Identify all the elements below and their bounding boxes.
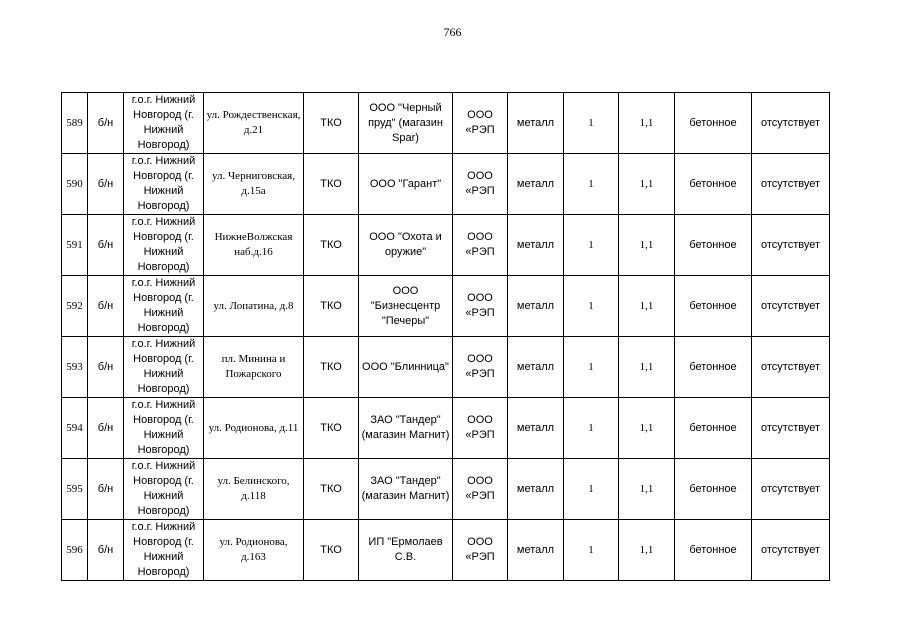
row-number-cell: 592 [62, 276, 88, 337]
fence-cell: отсутствует [752, 154, 830, 215]
registry-table-body [62, 93, 830, 581]
row-number-cell: 589 [62, 93, 88, 154]
row-number-cell: 591 [62, 215, 88, 276]
container-material-cell: металл [508, 93, 564, 154]
address-cell: ул. Родионова, д.11 [204, 398, 304, 459]
registry-number-cell: б/н [88, 276, 124, 337]
locality-cell: г.о.г. Нижний Новгород (г. Нижний Новгород) [124, 459, 204, 520]
waste-type-cell: ТКО [304, 215, 359, 276]
fence-cell: отсутствует [752, 276, 830, 337]
table-row [62, 520, 830, 581]
fence-cell: отсутствует [752, 398, 830, 459]
waste-source-cell: ООО "Блинница" [359, 337, 453, 398]
waste-type-cell: ТКО [304, 337, 359, 398]
row-number-cell: 594 [62, 398, 88, 459]
waste-type-cell: ТКО [304, 276, 359, 337]
table-row [62, 93, 830, 154]
container-count-cell: 1 [564, 337, 619, 398]
container-volume-cell: 1,1 [619, 520, 675, 581]
container-volume-cell: 1,1 [619, 398, 675, 459]
locality-cell: г.о.г. Нижний Новгород (г. Нижний Новгород) [124, 337, 204, 398]
table-row [62, 337, 830, 398]
waste-source-cell: ООО "Гарант" [359, 154, 453, 215]
locality-cell: г.о.г. Нижний Новгород (г. Нижний Новгород) [124, 93, 204, 154]
operator-cell: ООО «РЭП [453, 154, 508, 215]
registry-number-cell: б/н [88, 398, 124, 459]
surface-type-cell: бетонное [675, 398, 752, 459]
container-material-cell: металл [508, 154, 564, 215]
container-volume-cell: 1,1 [619, 93, 675, 154]
waste-source-cell: ООО "Охота и оружие" [359, 215, 453, 276]
operator-cell: ООО «РЭП [453, 398, 508, 459]
address-cell: НижнеВолжская наб.д.16 [204, 215, 304, 276]
fence-cell: отсутствует [752, 215, 830, 276]
container-volume-cell: 1,1 [619, 154, 675, 215]
container-count-cell: 1 [564, 93, 619, 154]
row-number-cell: 595 [62, 459, 88, 520]
surface-type-cell: бетонное [675, 337, 752, 398]
container-volume-cell: 1,1 [619, 459, 675, 520]
address-cell: пл. Минина и Пожарского [204, 337, 304, 398]
surface-type-cell: бетонное [675, 215, 752, 276]
operator-cell: ООО «РЭП [453, 93, 508, 154]
waste-source-cell: ИП "Ермолаев С.В. [359, 520, 453, 581]
container-count-cell: 1 [564, 154, 619, 215]
locality-cell: г.о.г. Нижний Новгород (г. Нижний Новгород) [124, 398, 204, 459]
table-row [62, 398, 830, 459]
fence-cell: отсутствует [752, 93, 830, 154]
waste-source-cell: ООО "Черный пруд" (магазин Spar) [359, 93, 453, 154]
operator-cell: ООО «РЭП [453, 215, 508, 276]
container-material-cell: металл [508, 337, 564, 398]
surface-type-cell: бетонное [675, 154, 752, 215]
container-material-cell: металл [508, 520, 564, 581]
locality-cell: г.о.г. Нижний Новгород (г. Нижний Новгород) [124, 215, 204, 276]
page-number: 766 [443, 25, 462, 39]
surface-type-cell: бетонное [675, 276, 752, 337]
waste-type-cell: ТКО [304, 459, 359, 520]
container-volume-cell: 1,1 [619, 215, 675, 276]
waste-source-cell: ЗАО "Тандер" (магазин Магнит) [359, 459, 453, 520]
waste-type-cell: ТКО [304, 93, 359, 154]
operator-cell: ООО «РЭП [453, 337, 508, 398]
container-volume-cell: 1,1 [619, 337, 675, 398]
operator-cell: ООО «РЭП [453, 276, 508, 337]
row-number-cell: 596 [62, 520, 88, 581]
container-material-cell: металл [508, 398, 564, 459]
address-cell: ул. Рождественская, д.21 [204, 93, 304, 154]
registry-number-cell: б/н [88, 215, 124, 276]
registry-number-cell: б/н [88, 93, 124, 154]
row-number-cell: 593 [62, 337, 88, 398]
table-row [62, 215, 830, 276]
waste-source-cell: ЗАО "Тандер" (магазин Магнит) [359, 398, 453, 459]
operator-cell: ООО «РЭП [453, 520, 508, 581]
waste-type-cell: ТКО [304, 398, 359, 459]
fence-cell: отсутствует [752, 459, 830, 520]
fence-cell: отсутствует [752, 520, 830, 581]
table-row [62, 459, 830, 520]
waste-source-cell: ООО "Бизнесцентр "Печеры" [359, 276, 453, 337]
container-count-cell: 1 [564, 520, 619, 581]
locality-cell: г.о.г. Нижний Новгород (г. Нижний Новгород) [124, 276, 204, 337]
table-row [62, 154, 830, 215]
container-material-cell: металл [508, 459, 564, 520]
waste-type-cell: ТКО [304, 520, 359, 581]
registry-number-cell: б/н [88, 459, 124, 520]
registry-table [61, 92, 830, 581]
container-volume-cell: 1,1 [619, 276, 675, 337]
registry-number-cell: б/н [88, 520, 124, 581]
surface-type-cell: бетонное [675, 93, 752, 154]
operator-cell: ООО «РЭП [453, 459, 508, 520]
fence-cell: отсутствует [752, 337, 830, 398]
surface-type-cell: бетонное [675, 459, 752, 520]
registry-number-cell: б/н [88, 154, 124, 215]
waste-type-cell: ТКО [304, 154, 359, 215]
table-row [62, 276, 830, 337]
address-cell: ул. Белинского, д.118 [204, 459, 304, 520]
container-count-cell: 1 [564, 276, 619, 337]
container-material-cell: металл [508, 276, 564, 337]
container-count-cell: 1 [564, 215, 619, 276]
container-material-cell: металл [508, 215, 564, 276]
address-cell: ул. Родионова, д.163 [204, 520, 304, 581]
container-count-cell: 1 [564, 459, 619, 520]
surface-type-cell: бетонное [675, 520, 752, 581]
row-number-cell: 590 [62, 154, 88, 215]
registry-number-cell: б/н [88, 337, 124, 398]
address-cell: ул. Лопатина, д.8 [204, 276, 304, 337]
locality-cell: г.о.г. Нижний Новгород (г. Нижний Новгород) [124, 154, 204, 215]
address-cell: ул. Черниговская, д.15а [204, 154, 304, 215]
locality-cell: г.о.г. Нижний Новгород (г. Нижний Новгород) [124, 520, 204, 581]
container-count-cell: 1 [564, 398, 619, 459]
